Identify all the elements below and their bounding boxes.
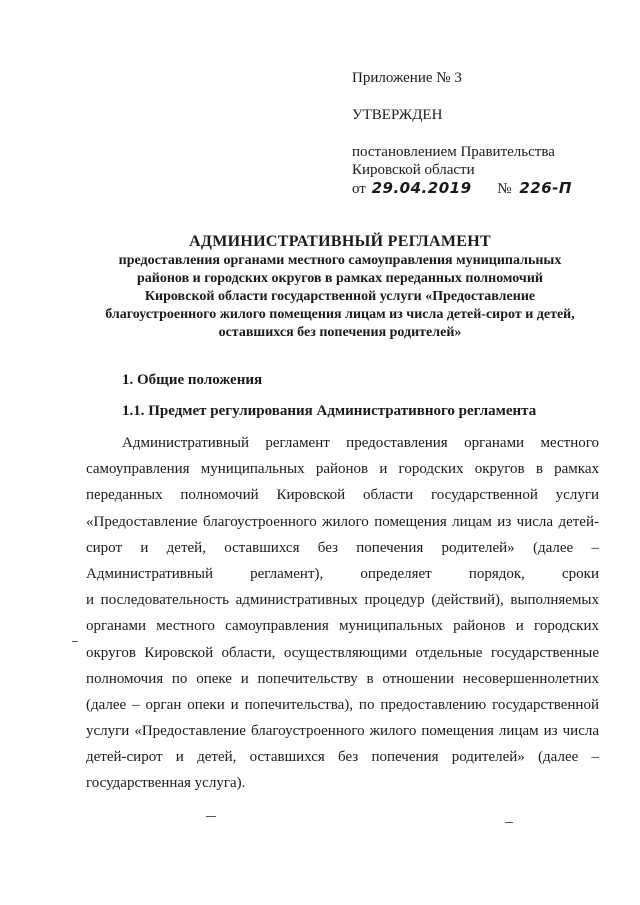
paragraph-line: Административный регламент), определяет порядок, сроки — [86, 565, 599, 582]
handwritten-date: 29.04.2019 — [371, 179, 472, 197]
subtitle-line: предоставления органами местного самоуправления муниципальных — [118, 253, 562, 268]
paragraph-line: самоуправления муниципальных районов и городских округов в рамках — [86, 461, 599, 478]
subtitle-line: Кировской области государственной услуги «Предоставление — [144, 289, 536, 304]
scan-mark — [206, 816, 216, 817]
approved-by-line-1: постановлением Правительства — [352, 144, 555, 160]
body-paragraph — [86, 430, 599, 797]
document-title: АДМИНИСТРАТИВНЫЙ РЕГЛАМЕНТ — [189, 233, 491, 250]
subsection-heading: 1.1. Предмет регулирования Административного регламента — [122, 403, 537, 419]
paragraph-line: органами местного самоуправления муниципальных районов и городских — [86, 618, 599, 635]
scan-mark — [72, 641, 78, 642]
document-title-block — [80, 232, 600, 342]
approved-label: УТВЕРЖДЕН — [352, 107, 443, 123]
subtitle-line: благоустроенного жилого помещения лицам из числа детей-сирот и детей, — [105, 307, 575, 322]
paragraph-line: услуги «Предоставление благоустроенного жилого помещения лицам из числа — [86, 723, 599, 740]
paragraph-line: и последовательность административных процедур (действий), выполняемых — [86, 592, 599, 609]
handwritten-number: 226-П — [519, 179, 572, 197]
approved-by-line-2: Кировской области — [352, 162, 475, 178]
paragraph-line: государственная услуга). — [86, 775, 246, 792]
resolution-date-line — [352, 180, 572, 198]
number-prefix: № — [497, 181, 512, 197]
paragraph-line: переданных полномочий Кировской области государственной услуги — [86, 487, 599, 504]
paragraph-line: детей-сирот и детей, оставшихся без попечения родителей» (далее – — [86, 749, 599, 766]
paragraph-line: сирот и детей, оставшихся без попечения родителей» (далее – — [86, 539, 599, 556]
scan-mark — [505, 822, 513, 823]
paragraph-line: (далее – орган опеки и попечительства), по предоставлению государственной — [86, 696, 599, 713]
paragraph-line: Административный регламент предоставления органами местного — [122, 435, 599, 451]
subtitle-line: оставшихся без попечения родителей» — [218, 325, 462, 340]
paragraph-line: полномочия по опеке и попечительству в отношении несовершеннолетних — [86, 670, 599, 687]
subtitle-line: районов и городских округов в рамках переданных полномочий — [137, 271, 543, 286]
appendix-label: Приложение № 3 — [352, 70, 462, 86]
paragraph-line: «Предоставление благоустроенного жилого помещения лицам из числа детей- — [86, 513, 599, 530]
section-heading: 1. Общие положения — [122, 372, 263, 388]
paragraph-line: округов Кировской области, осуществляющими отдельные государственные — [86, 644, 599, 661]
date-prefix: от — [352, 181, 366, 197]
